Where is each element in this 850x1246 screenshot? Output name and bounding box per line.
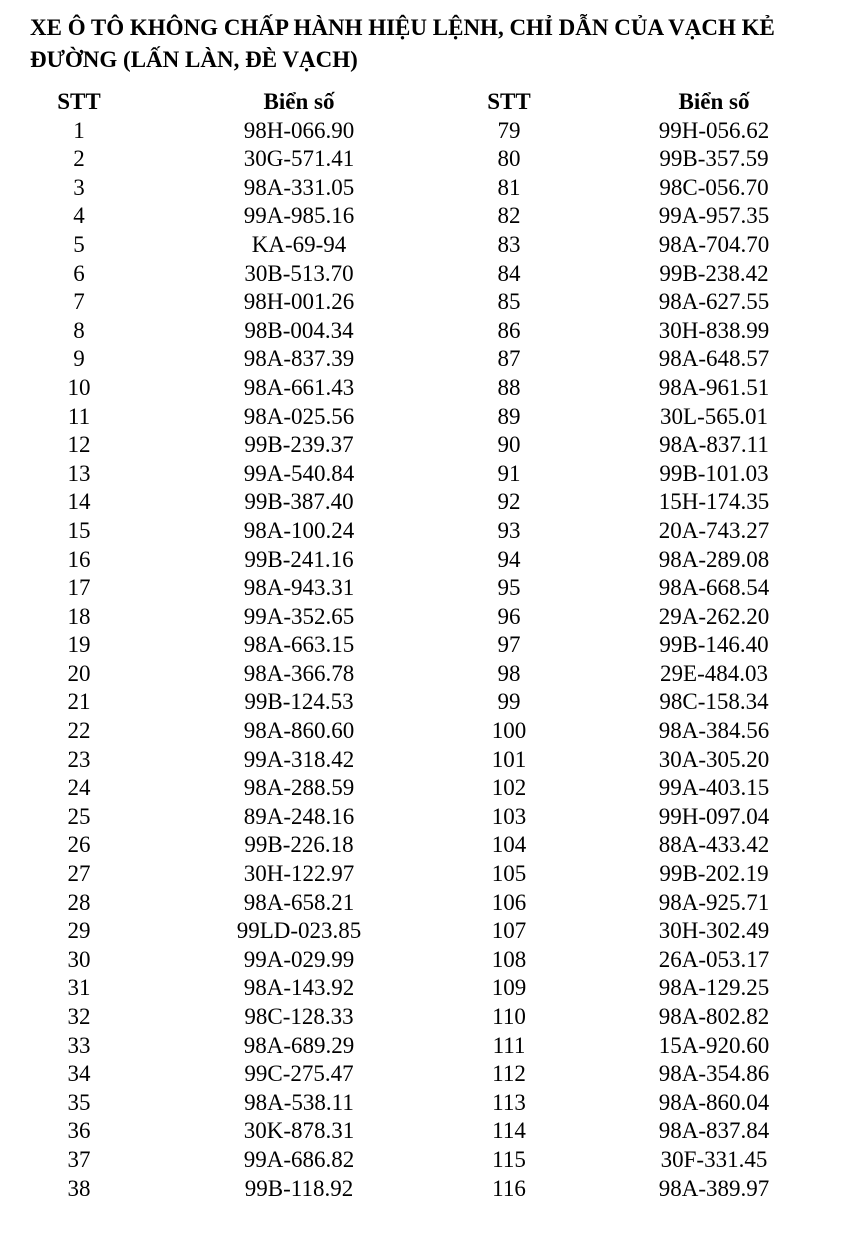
left-plate-cell: 98A-837.39 xyxy=(243,346,355,372)
table-row xyxy=(0,288,850,317)
right-plate-cell: 99B-101.03 xyxy=(659,460,769,486)
right-stt-cell: 85 xyxy=(497,289,521,315)
left-stt-cell: 2 xyxy=(73,146,85,172)
left-stt-cell: 27 xyxy=(67,861,91,887)
left-plate-cell: 30H-122.97 xyxy=(243,861,355,887)
right-plate-cell: 30H-302.49 xyxy=(658,918,770,944)
table-row xyxy=(0,688,850,717)
right-stt-cell: 91 xyxy=(497,460,521,486)
left-plate-cell: 99B-124.53 xyxy=(244,689,354,715)
right-plate-cell: 98C-056.70 xyxy=(659,174,769,200)
right-plate-cell: 99B-357.59 xyxy=(659,146,769,172)
right-plate-cell: 98A-704.70 xyxy=(658,231,770,257)
left-stt-cell: 26 xyxy=(67,832,91,858)
table-row xyxy=(0,1146,850,1175)
right-stt-cell: 104 xyxy=(491,832,527,858)
left-plate-cell: 98A-143.92 xyxy=(243,975,355,1001)
right-stt-cell: 99 xyxy=(497,689,521,715)
table-row xyxy=(0,917,850,946)
left-stt-cell: 36 xyxy=(67,1118,91,1144)
right-plate-cell: 15H-174.35 xyxy=(658,489,770,515)
table-row xyxy=(0,1175,850,1204)
left-stt-cell: 31 xyxy=(67,975,91,1001)
table-row xyxy=(0,174,850,203)
right-plate-cell: 98A-129.25 xyxy=(658,975,770,1001)
right-plate-cell: 99B-238.42 xyxy=(659,260,769,286)
left-plate-cell: 99A-318.42 xyxy=(243,746,355,772)
right-stt-cell: 111 xyxy=(492,1032,526,1058)
table-row xyxy=(0,803,850,832)
table-row xyxy=(0,517,850,546)
table-row xyxy=(0,460,850,489)
right-stt-cell: 82 xyxy=(497,203,521,229)
right-stt-cell: 97 xyxy=(497,632,521,658)
left-stt-cell: 21 xyxy=(67,689,91,715)
left-plate-cell: 30B-513.70 xyxy=(244,260,354,286)
table-row xyxy=(0,374,850,403)
table-row xyxy=(0,1060,850,1089)
left-plate-cell: 99A-029.99 xyxy=(243,946,355,972)
right-stt-cell: 89 xyxy=(497,403,521,429)
left-plate-cell: 30K-878.31 xyxy=(243,1118,355,1144)
left-stt-header: STT xyxy=(57,89,101,114)
left-stt-cell: 14 xyxy=(67,489,91,515)
table-row xyxy=(0,431,850,460)
right-stt-cell: 100 xyxy=(491,718,527,744)
left-stt-cell: 17 xyxy=(67,575,91,601)
right-plate-cell: 98A-837.84 xyxy=(658,1118,770,1144)
left-stt-cell: 18 xyxy=(67,603,91,629)
right-stt-cell: 101 xyxy=(491,746,527,772)
license-plate-table xyxy=(0,88,850,1203)
right-stt-cell: 88 xyxy=(497,374,521,400)
left-stt-cell: 19 xyxy=(67,632,91,658)
right-plate-cell: 30L-565.01 xyxy=(660,403,768,429)
table-row xyxy=(0,231,850,260)
table-row xyxy=(0,603,850,632)
left-plate-cell: KA-69-94 xyxy=(251,231,347,257)
left-plate-cell: 98B-004.34 xyxy=(244,317,354,343)
right-stt-cell: 112 xyxy=(492,1061,526,1087)
left-stt-cell: 34 xyxy=(67,1061,91,1087)
left-stt-cell: 28 xyxy=(67,889,91,915)
right-plate-cell: 99B-146.40 xyxy=(659,632,769,658)
right-stt-cell: 116 xyxy=(492,1175,526,1201)
left-stt-cell: 24 xyxy=(67,775,91,801)
left-stt-cell: 16 xyxy=(67,546,91,572)
header-row xyxy=(0,88,850,117)
left-plate-cell: 98H-066.90 xyxy=(243,117,355,143)
right-plate-cell: 29E-484.03 xyxy=(660,660,768,686)
right-plate-cell: 99B-202.19 xyxy=(659,861,769,887)
table-row xyxy=(0,1089,850,1118)
table-row xyxy=(0,574,850,603)
table-row xyxy=(0,774,850,803)
right-stt-header: STT xyxy=(487,89,531,114)
left-plate-cell: 98A-366.78 xyxy=(243,660,355,686)
left-stt-cell: 12 xyxy=(67,432,91,458)
left-plate-cell: 98C-128.33 xyxy=(244,1004,354,1029)
left-plate-cell: 98H-001.26 xyxy=(243,289,355,315)
left-plate-cell: 98A-661.43 xyxy=(243,374,355,400)
left-stt-cell: 30 xyxy=(67,946,91,972)
right-plate-cell: 98A-961.51 xyxy=(658,374,770,400)
left-plate-cell: 99A-686.82 xyxy=(243,1146,355,1172)
left-plate-cell: 99A-985.16 xyxy=(243,203,355,229)
left-stt-cell: 5 xyxy=(73,231,85,257)
table-row xyxy=(0,1117,850,1146)
left-stt-cell: 1 xyxy=(73,117,85,143)
right-stt-cell: 114 xyxy=(492,1118,526,1144)
right-plate-cell: 98C-158.34 xyxy=(659,689,769,715)
left-plate-cell: 98A-331.05 xyxy=(243,174,355,200)
table-row xyxy=(0,860,850,889)
right-stt-cell: 81 xyxy=(497,174,521,200)
table-row xyxy=(0,202,850,231)
right-stt-cell: 93 xyxy=(497,517,521,543)
right-stt-cell: 110 xyxy=(492,1004,526,1029)
left-stt-cell: 37 xyxy=(67,1146,91,1172)
left-plate-cell: 99B-239.37 xyxy=(244,432,354,458)
right-plate-cell: 99A-957.35 xyxy=(658,203,770,229)
right-plate-cell: 98A-389.97 xyxy=(658,1175,770,1201)
right-plate-cell: 29A-262.20 xyxy=(658,603,770,629)
left-plate-cell: 98A-663.15 xyxy=(243,632,355,658)
right-plate-cell: 98A-354.86 xyxy=(658,1061,770,1087)
left-stt-cell: 3 xyxy=(73,174,85,200)
table-row xyxy=(0,403,850,432)
right-stt-cell: 84 xyxy=(497,260,521,286)
right-stt-cell: 90 xyxy=(497,432,521,458)
table-header xyxy=(0,88,850,117)
right-stt-cell: 83 xyxy=(497,231,521,257)
table-row xyxy=(0,631,850,660)
left-plate-cell: 99C-275.47 xyxy=(244,1061,354,1087)
left-plate-cell: 98A-100.24 xyxy=(243,517,355,543)
table-row xyxy=(0,831,850,860)
left-stt-cell: 33 xyxy=(67,1032,91,1058)
left-plate-cell: 98A-689.29 xyxy=(243,1032,355,1058)
left-plate-cell: 98A-288.59 xyxy=(243,775,355,801)
document-title: XE Ô TÔ KHÔNG CHẤP HÀNH HIỆU LỆNH, CHỈ DẪN CỦA VẠCH KẺ ĐƯỜNG (LẤN LÀN, ĐÈ VẠCH) xyxy=(30,15,775,72)
left-plate-cell: 30G-571.41 xyxy=(243,146,355,172)
right-plate-cell: 98A-802.82 xyxy=(658,1004,770,1029)
table-row xyxy=(0,660,850,689)
left-stt-cell: 32 xyxy=(67,1004,91,1029)
table-row xyxy=(0,946,850,975)
table-row xyxy=(0,546,850,575)
right-plate-cell: 98A-627.55 xyxy=(658,289,770,315)
right-plate-cell: 99H-097.04 xyxy=(658,803,770,829)
left-stt-cell: 11 xyxy=(67,403,91,429)
left-stt-cell: 20 xyxy=(67,660,91,686)
right-stt-cell: 94 xyxy=(497,546,521,572)
right-stt-cell: 96 xyxy=(497,603,521,629)
left-plate-header: Biển số xyxy=(263,89,335,114)
right-plate-cell: 30F-331.45 xyxy=(660,1146,768,1172)
right-stt-cell: 79 xyxy=(497,117,521,143)
left-plate-cell: 98A-943.31 xyxy=(243,575,355,601)
left-plate-cell: 99B-241.16 xyxy=(244,546,354,572)
table-row xyxy=(0,317,850,346)
table-row xyxy=(0,746,850,775)
right-plate-header: Biển số xyxy=(678,89,750,114)
right-plate-cell: 20A-743.27 xyxy=(658,517,770,543)
table-row xyxy=(0,889,850,918)
left-stt-cell: 22 xyxy=(67,718,91,744)
right-plate-cell: 98A-925.71 xyxy=(658,889,770,915)
right-stt-cell: 95 xyxy=(497,575,521,601)
table-row xyxy=(0,260,850,289)
left-stt-cell: 8 xyxy=(73,317,85,343)
right-stt-cell: 105 xyxy=(491,861,527,887)
left-stt-cell: 15 xyxy=(67,517,91,543)
left-stt-cell: 7 xyxy=(73,289,85,315)
left-stt-cell: 23 xyxy=(67,746,91,772)
left-stt-cell: 4 xyxy=(73,203,85,229)
right-stt-cell: 115 xyxy=(492,1146,526,1172)
right-plate-cell: 30A-305.20 xyxy=(658,746,770,772)
right-plate-cell: 88A-433.42 xyxy=(658,832,770,858)
table-row xyxy=(0,488,850,517)
right-stt-cell: 113 xyxy=(492,1089,526,1115)
left-stt-cell: 9 xyxy=(73,346,85,372)
table-row xyxy=(0,974,850,1003)
left-plate-cell: 98A-860.60 xyxy=(243,718,355,744)
right-stt-cell: 108 xyxy=(491,946,527,972)
left-stt-cell: 13 xyxy=(67,460,91,486)
left-plate-cell: 98A-658.21 xyxy=(243,889,355,915)
left-plate-cell: 98A-538.11 xyxy=(244,1089,354,1115)
left-stt-cell: 25 xyxy=(67,803,91,829)
right-plate-cell: 15A-920.60 xyxy=(658,1032,770,1058)
right-stt-cell: 92 xyxy=(497,489,521,515)
left-plate-cell: 99A-352.65 xyxy=(243,603,355,629)
left-stt-cell: 38 xyxy=(67,1175,91,1201)
left-stt-cell: 35 xyxy=(67,1089,91,1115)
table-row xyxy=(0,1032,850,1061)
left-plate-cell: 99B-226.18 xyxy=(244,832,354,858)
right-plate-cell: 99A-403.15 xyxy=(658,775,770,801)
left-plate-cell: 99A-540.84 xyxy=(243,460,355,486)
right-plate-cell: 30H-838.99 xyxy=(658,317,770,343)
right-stt-cell: 87 xyxy=(497,346,521,372)
table-row xyxy=(0,1003,850,1032)
right-stt-cell: 107 xyxy=(491,918,527,944)
right-plate-cell: 26A-053.17 xyxy=(658,946,770,972)
left-stt-cell: 6 xyxy=(73,260,85,286)
left-plate-cell: 99LD-023.85 xyxy=(236,918,362,944)
right-stt-cell: 103 xyxy=(491,803,527,829)
left-plate-cell: 98A-025.56 xyxy=(243,403,355,429)
table-row xyxy=(0,717,850,746)
right-stt-cell: 98 xyxy=(497,660,521,686)
left-plate-cell: 99B-387.40 xyxy=(244,489,354,515)
right-stt-cell: 80 xyxy=(497,146,521,172)
right-stt-cell: 106 xyxy=(491,889,527,915)
table-row xyxy=(0,145,850,174)
left-plate-cell: 99B-118.92 xyxy=(244,1175,354,1201)
left-stt-cell: 10 xyxy=(67,374,91,400)
left-plate-cell: 89A-248.16 xyxy=(243,803,355,829)
table-row xyxy=(0,345,850,374)
right-plate-cell: 99H-056.62 xyxy=(658,117,770,143)
right-plate-cell: 98A-289.08 xyxy=(658,546,770,572)
right-plate-cell: 98A-384.56 xyxy=(658,718,770,744)
right-stt-cell: 109 xyxy=(491,975,527,1001)
left-stt-cell: 29 xyxy=(67,918,91,944)
right-stt-cell: 102 xyxy=(491,775,527,801)
right-plate-cell: 98A-668.54 xyxy=(658,575,770,601)
right-plate-cell: 98A-648.57 xyxy=(658,346,770,372)
right-plate-cell: 98A-860.04 xyxy=(658,1089,770,1115)
table-body xyxy=(0,117,850,1204)
right-plate-cell: 98A-837.11 xyxy=(659,432,769,458)
right-stt-cell: 86 xyxy=(497,317,521,343)
table-row xyxy=(0,117,850,146)
